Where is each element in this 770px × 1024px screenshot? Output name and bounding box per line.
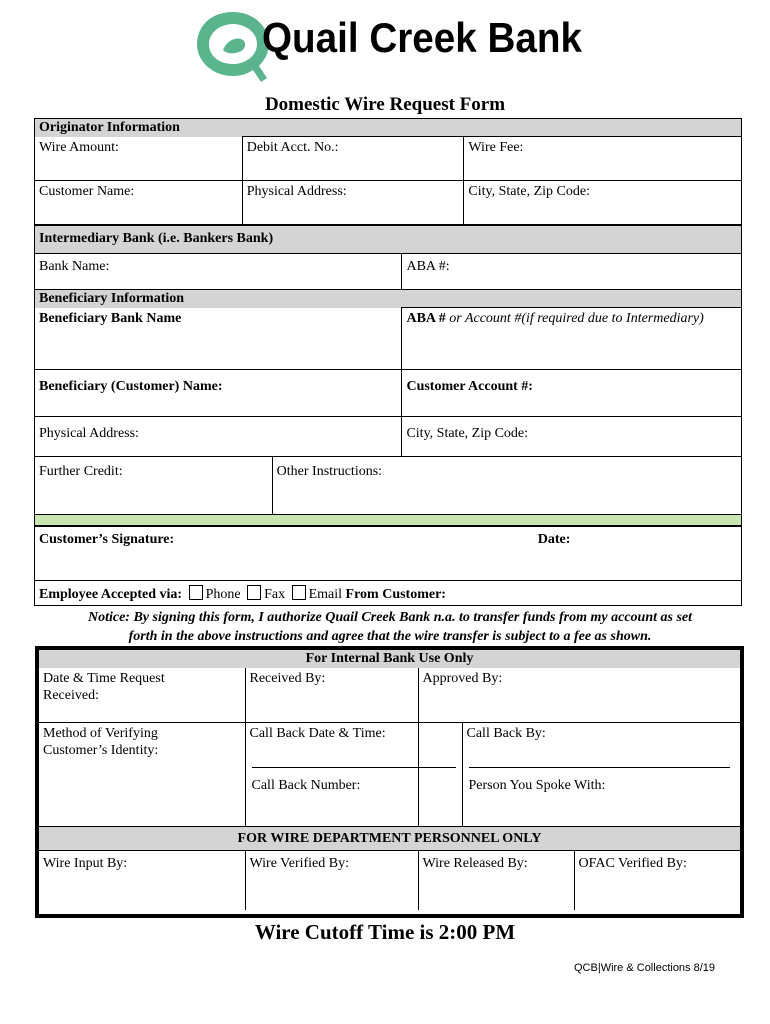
internal-section-label: For Internal Bank Use Only — [305, 651, 474, 666]
received-by-field[interactable] — [245, 668, 418, 722]
date-time-label-line1: Date & Time Request — [43, 671, 165, 686]
fax-label: Fax — [264, 587, 286, 602]
approved-by-field[interactable] — [418, 668, 740, 722]
person-spoke-label: Person You Spoke With: — [468, 777, 606, 793]
employee-accepted-row — [35, 581, 742, 606]
wire-fee-label: Wire Fee: — [468, 140, 524, 155]
employee-accepted-label: Employee Accepted via: — [39, 587, 183, 602]
received-by-label: Received By: — [249, 671, 326, 686]
city-state-zip-label: City, State, Zip Code: — [468, 184, 590, 199]
notice-line-2: forth in the above instructions and agree that the wire transfer is subject to a fee as shown. — [128, 629, 652, 644]
ofac-verified-field[interactable] — [574, 850, 740, 910]
beneficiary-bank-name-field[interactable] — [35, 308, 402, 370]
customer-name-label: Customer Name: — [39, 184, 135, 199]
call-back-by-label: Call Back By: — [466, 725, 546, 741]
other-instructions-field[interactable] — [272, 457, 741, 515]
beneficiary-address-label: Physical Address: — [39, 426, 139, 441]
intermediary-bank-name-label: Bank Name: — [39, 259, 110, 274]
internal-use-table — [39, 650, 740, 910]
beneficiary-customer-name-field[interactable] — [35, 370, 402, 417]
wire-input-field[interactable] — [39, 850, 245, 910]
wire-fee-field[interactable] — [464, 137, 742, 181]
customer-signature-label: Customer’s Signature: — [39, 532, 175, 547]
physical-address-field[interactable] — [242, 181, 464, 225]
form-title: Domestic Wire Request Form — [264, 94, 506, 115]
wire-released-label: Wire Released By: — [422, 855, 528, 871]
debit-acct-label: Debit Acct. No.: — [246, 140, 339, 155]
email-label: Email — [308, 587, 343, 602]
customer-signature-field[interactable] — [35, 526, 534, 581]
call-back-number-label: Call Back Number: — [251, 777, 361, 793]
beneficiary-section-label: Beneficiary Information — [39, 291, 185, 306]
physical-address-label: Physical Address: — [246, 184, 347, 199]
from-customer-label: From Customer: — [345, 587, 446, 602]
fax-checkbox[interactable] — [247, 585, 261, 600]
beneficiary-city-label: City, State, Zip Code: — [406, 426, 529, 441]
intermediary-aba-label: ABA #: — [406, 259, 450, 274]
other-instructions-label: Other Instructions: — [276, 464, 383, 479]
beneficiary-aba-label: ABA # — [406, 311, 446, 326]
intermediary-section-label: Intermediary Bank (i.e. Bankers Bank) — [39, 231, 274, 246]
beneficiary-aba-note: or Account #(if required due to Intermediary) — [445, 311, 704, 326]
wire-verified-field[interactable] — [245, 850, 418, 910]
notice-line-1: Notice: By signing this form, I authorize Quail Creek Bank n.a. to transfer funds from my account as set — [87, 610, 693, 625]
beneficiary-account-field[interactable] — [402, 370, 742, 417]
city-state-zip-field[interactable] — [464, 181, 742, 225]
footer-code: QCB|Wire & Collections 8/19 — [574, 962, 716, 974]
call-back-date-label: Call Back Date & Time: — [249, 725, 386, 741]
wire-released-field[interactable] — [418, 850, 574, 910]
call-back-date-field[interactable] — [245, 722, 418, 826]
further-credit-label: Further Credit: — [39, 464, 123, 479]
date-time-label-line2: Received: — [43, 688, 99, 703]
originator-section-label: Originator Information — [39, 120, 180, 135]
wire-input-label: Wire Input By: — [43, 855, 128, 871]
beneficiary-city-field[interactable] — [402, 417, 742, 457]
notice-text — [40, 608, 740, 646]
beneficiary-address-field[interactable] — [35, 417, 402, 457]
method-label-line1: Method of Verifying — [43, 725, 158, 741]
customer-name-field[interactable] — [35, 181, 243, 225]
call-back-by-underline — [469, 767, 731, 768]
beneficiary-account-label: Customer Account #: — [406, 379, 533, 394]
originator-table — [34, 118, 742, 225]
beneficiary-bank-name-label: Beneficiary Bank Name — [39, 310, 182, 326]
phone-label: Phone — [205, 587, 241, 602]
signature-table — [34, 525, 742, 606]
call-back-by-field[interactable] — [462, 722, 740, 826]
intermediary-table — [34, 225, 742, 290]
beneficiary-aba-field[interactable] — [402, 308, 742, 370]
wire-amount-field[interactable] — [35, 137, 243, 181]
beneficiary-customer-name-label: Beneficiary (Customer) Name: — [39, 379, 223, 394]
method-verifying-field[interactable] — [39, 722, 245, 826]
further-credit-field[interactable] — [35, 457, 273, 515]
intermediary-bank-name-field[interactable] — [35, 254, 402, 290]
date-field[interactable] — [534, 526, 742, 581]
call-back-date-underline — [252, 767, 456, 768]
debit-acct-field[interactable] — [242, 137, 464, 181]
date-time-request-field[interactable] — [39, 668, 245, 722]
email-checkbox[interactable] — [292, 585, 306, 600]
wire-cutoff-time: Wire Cutoff Time is 2:00 PM — [254, 920, 516, 944]
wire-verified-label: Wire Verified By: — [249, 855, 349, 871]
approved-by-label: Approved By: — [422, 671, 503, 686]
ofac-verified-label: OFAC Verified By: — [578, 855, 687, 871]
internal-use-box — [35, 646, 744, 918]
intermediary-aba-field[interactable] — [402, 254, 742, 290]
wire-dept-label: FOR WIRE DEPARTMENT PERSONNEL ONLY — [237, 830, 542, 846]
wire-amount-label: Wire Amount: — [39, 139, 119, 155]
phone-checkbox[interactable] — [189, 585, 203, 600]
method-label-line2: Customer’s Identity: — [43, 742, 159, 758]
date-label: Date: — [537, 532, 571, 547]
beneficiary-table — [34, 289, 742, 527]
bank-name: Quail Creek Bank — [262, 14, 582, 61]
